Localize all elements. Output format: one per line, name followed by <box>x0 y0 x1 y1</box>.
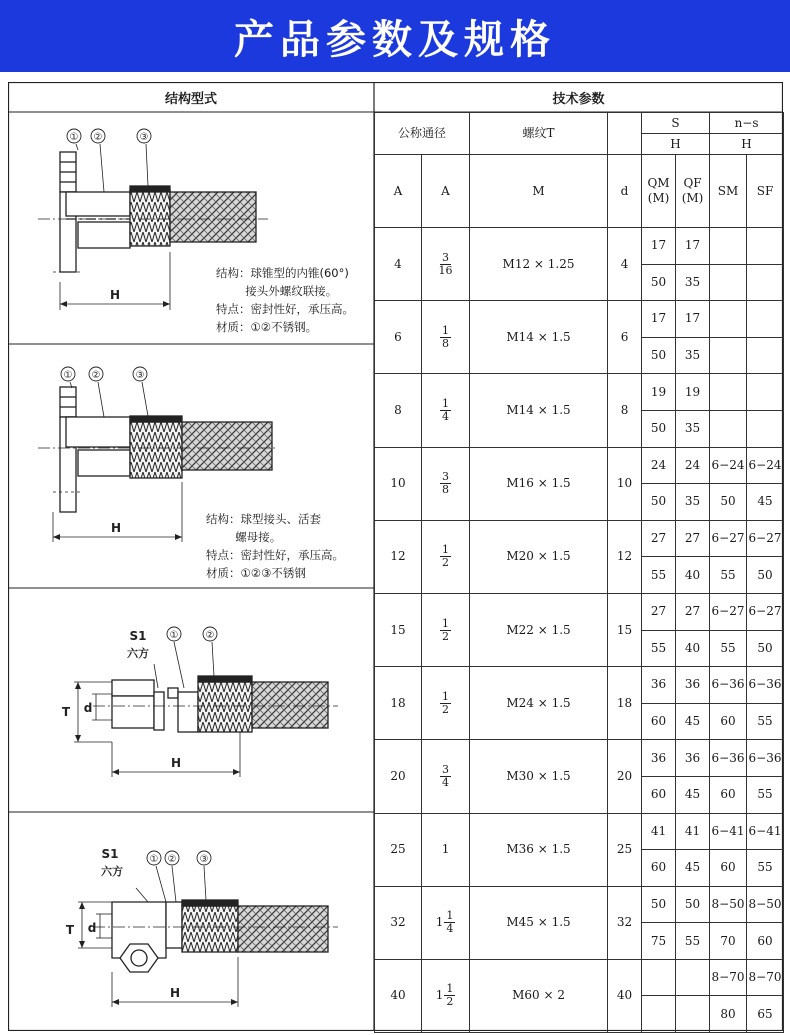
cell-thread-m: M20 × 1.5 <box>470 520 608 593</box>
cell-sf <box>747 410 784 447</box>
fraction <box>444 983 455 1008</box>
table-row <box>375 301 784 338</box>
fraction-denominator: 2 <box>442 702 449 716</box>
cell-qm: 24 <box>642 447 676 484</box>
d2-h-label: H <box>110 521 122 535</box>
col-ns: n−s <box>710 113 784 134</box>
cell-sm: 55 <box>710 630 747 667</box>
cell-qm: 17 <box>642 301 676 338</box>
cell-a: 15 <box>375 593 422 666</box>
spec-table <box>374 112 784 1033</box>
col-blank <box>608 113 642 155</box>
cell-qf: 36 <box>676 667 710 704</box>
cell-qm: 55 <box>642 630 676 667</box>
cell-sm <box>710 301 747 338</box>
cell-qf: 19 <box>676 374 710 411</box>
cell-fraction <box>422 301 470 374</box>
col-m: M <box>470 155 608 228</box>
description-1 <box>216 264 354 336</box>
cell-thread-m: M14 × 1.5 <box>470 374 608 447</box>
cell-qm: 27 <box>642 520 676 557</box>
d4-d-label: d <box>87 921 97 935</box>
page-title: 产品参数及规格 <box>234 16 556 63</box>
cell-qf: 35 <box>676 337 710 374</box>
fraction <box>440 471 451 496</box>
cell-d: 6 <box>608 301 642 374</box>
d4-h-label: H <box>169 986 181 1000</box>
cell-sm: 8−70 <box>710 959 747 996</box>
cell-sf: 55 <box>747 776 784 813</box>
cell-sf <box>747 374 784 411</box>
cell-a: 12 <box>375 520 422 593</box>
cell-sm <box>710 228 747 265</box>
cell-fraction <box>422 886 470 959</box>
cell-d: 18 <box>608 667 642 740</box>
cell-qf: 45 <box>676 776 710 813</box>
fraction <box>440 544 451 569</box>
desc2-structure: 结构：球型接头、活套 <box>206 512 321 526</box>
cell-fraction <box>422 667 470 740</box>
cell-qf: 45 <box>676 703 710 740</box>
col-qf: QF (M) <box>676 155 710 228</box>
fraction-denominator: 8 <box>442 483 449 497</box>
col-qm: QM (M) <box>642 155 676 228</box>
cell-sf: 8−70 <box>747 959 784 996</box>
cell-qf: 27 <box>676 593 710 630</box>
cell-thread-m: M14 × 1.5 <box>470 301 608 374</box>
cell-thread-m: M45 × 1.5 <box>470 886 608 959</box>
cell-qm: 60 <box>642 850 676 887</box>
cell-d: 40 <box>608 959 642 1032</box>
desc1-structure-2: 接头外螺纹联接。 <box>216 284 338 298</box>
fraction-numerator: 1 <box>446 909 454 923</box>
fraction-numerator: 1 <box>442 543 449 557</box>
fraction-denominator: 2 <box>446 995 454 1009</box>
cell-qf: 40 <box>676 630 710 667</box>
cell-qf: 45 <box>676 850 710 887</box>
fraction-numerator: 3 <box>442 250 449 264</box>
d4-hex-label: 六方 <box>101 865 123 878</box>
table-row <box>375 886 784 923</box>
fraction <box>440 325 451 350</box>
fraction-numerator: 1 <box>442 616 449 630</box>
col-d: d <box>608 155 642 228</box>
cell-sm: 60 <box>710 850 747 887</box>
cell-sf <box>747 228 784 265</box>
cell-qf: 17 <box>676 228 710 265</box>
d4-t-label: T <box>65 923 75 937</box>
desc2-structure-2: 螺母接。 <box>206 530 282 544</box>
cell-sm <box>710 374 747 411</box>
cell-a: 20 <box>375 740 422 813</box>
cell-a: 10 <box>375 447 422 520</box>
cell-a: 6 <box>375 301 422 374</box>
fraction-whole: 1 <box>435 915 444 930</box>
cell-sm <box>710 337 747 374</box>
cell-sm: 60 <box>710 703 747 740</box>
col-thread: 螺纹T <box>470 113 608 155</box>
fraction-denominator: 8 <box>442 336 449 350</box>
cell-fraction <box>422 740 470 813</box>
col-nominal: 公称通径 <box>375 113 470 155</box>
cell-sf: 50 <box>747 630 784 667</box>
cell-qf: 36 <box>676 740 710 777</box>
cell-d: 4 <box>608 228 642 301</box>
desc1-feature: 特点：密封性好，承压高。 <box>216 302 354 316</box>
fraction-numerator: 1 <box>446 982 454 996</box>
cell-sf: 6−27 <box>747 520 784 557</box>
d3-d-label: d <box>83 701 93 715</box>
cell-qm: 27 <box>642 593 676 630</box>
cell-d: 20 <box>608 740 642 813</box>
cell-sf: 60 <box>747 923 784 960</box>
fraction-whole: 1 <box>435 988 444 1003</box>
cell-qm: 60 <box>642 776 676 813</box>
cell-sm: 70 <box>710 923 747 960</box>
d4-callout-2: ② <box>167 854 177 865</box>
cell-qf <box>676 996 710 1033</box>
header-tech: 技术参数 <box>552 91 605 107</box>
cell-qm: 55 <box>642 557 676 594</box>
desc2-material: 材质：①②③不锈钢 <box>206 566 306 580</box>
cell-qm <box>642 959 676 996</box>
cell-sm: 60 <box>710 776 747 813</box>
cell-qm: 17 <box>642 228 676 265</box>
table-row <box>375 813 784 850</box>
cell-sf <box>747 337 784 374</box>
cell-sf: 6−41 <box>747 813 784 850</box>
cell-sm: 6−27 <box>710 520 747 557</box>
fraction-numerator: 1 <box>442 323 449 337</box>
col-a1: A <box>375 155 422 228</box>
title-banner <box>0 0 790 72</box>
cell-sf: 55 <box>747 850 784 887</box>
cell-sf <box>747 264 784 301</box>
cell-sm: 6−27 <box>710 593 747 630</box>
cell-qm: 36 <box>642 740 676 777</box>
cell-d: 32 <box>608 886 642 959</box>
cell-sm: 80 <box>710 996 747 1033</box>
cell-a: 25 <box>375 813 422 886</box>
fraction <box>440 398 451 423</box>
cell-sm: 55 <box>710 557 747 594</box>
table-row <box>375 520 784 557</box>
d3-t-label: T <box>61 705 71 719</box>
cell-d: 15 <box>608 593 642 666</box>
cell-fraction <box>422 813 470 886</box>
cell-d: 10 <box>608 447 642 520</box>
spec-sheet <box>8 82 783 1031</box>
table-row <box>375 374 784 411</box>
header-structure: 结构型式 <box>164 91 217 107</box>
cell-sm <box>710 410 747 447</box>
d4-callout-1: ① <box>149 854 159 865</box>
table-row <box>375 959 784 996</box>
cell-sf: 6−36 <box>747 667 784 704</box>
cell-sm: 6−36 <box>710 740 747 777</box>
fraction-denominator: 4 <box>446 922 454 936</box>
cell-fraction <box>422 520 470 593</box>
cell-sf: 55 <box>747 703 784 740</box>
col-s-h: H <box>642 134 710 155</box>
cell-a: 32 <box>375 886 422 959</box>
cell-a: 4 <box>375 228 422 301</box>
col-s: S <box>642 113 710 134</box>
cell-qf: 27 <box>676 520 710 557</box>
cell-thread-m: M16 × 1.5 <box>470 447 608 520</box>
cell-sm: 50 <box>710 484 747 521</box>
cell-fraction <box>422 374 470 447</box>
cell-a: 40 <box>375 959 422 1032</box>
cell-thread-m: M30 × 1.5 <box>470 740 608 813</box>
cell-fraction <box>422 447 470 520</box>
cell-sm: 8−50 <box>710 886 747 923</box>
cell-sm <box>710 264 747 301</box>
cell-qf: 35 <box>676 484 710 521</box>
cell-sf: 50 <box>747 557 784 594</box>
cell-qm: 50 <box>642 337 676 374</box>
d2-callout-1: ① <box>63 370 73 381</box>
fraction-denominator: 4 <box>442 409 449 423</box>
cell-thread-m: M24 × 1.5 <box>470 667 608 740</box>
diagram-3 <box>74 627 338 777</box>
cell-qf: 17 <box>676 301 710 338</box>
cell-d: 8 <box>608 374 642 447</box>
cell-sf: 8−50 <box>747 886 784 923</box>
cell-qm: 50 <box>642 264 676 301</box>
cell-qf: 41 <box>676 813 710 850</box>
cell-qf: 50 <box>676 886 710 923</box>
cell-qf: 40 <box>676 557 710 594</box>
cell-qm: 50 <box>642 886 676 923</box>
d1-callout-3: ③ <box>139 132 149 143</box>
cell-fraction <box>422 228 470 301</box>
cell-d: 12 <box>608 520 642 593</box>
fraction <box>437 252 455 277</box>
cell-qf: 35 <box>676 264 710 301</box>
cell-thread-m: M36 × 1.5 <box>470 813 608 886</box>
fraction <box>440 691 451 716</box>
cell-a: 8 <box>375 374 422 447</box>
cell-d: 25 <box>608 813 642 886</box>
col-sm: SM <box>710 155 747 228</box>
cell-qm: 50 <box>642 484 676 521</box>
fraction-denominator: 2 <box>442 629 449 643</box>
cell-qm <box>642 996 676 1033</box>
d1-callout-2: ② <box>93 132 103 143</box>
description-2 <box>206 510 344 582</box>
d3-callout-1: ① <box>169 630 179 641</box>
fraction-numerator: 3 <box>442 762 449 776</box>
d1-h-label: H <box>109 288 121 302</box>
cell-sm: 6−24 <box>710 447 747 484</box>
col-sf: SF <box>747 155 784 228</box>
d2-callout-3: ③ <box>135 370 145 381</box>
d3-callout-2: ② <box>205 630 215 641</box>
cell-sf: 6−24 <box>747 447 784 484</box>
cell-qm: 19 <box>642 374 676 411</box>
cell-qf: 35 <box>676 410 710 447</box>
table-row <box>375 228 784 265</box>
cell-qm: 36 <box>642 667 676 704</box>
d3-hex-label: 六方 <box>127 647 149 660</box>
fraction <box>440 618 451 643</box>
cell-qm: 50 <box>642 410 676 447</box>
cell-fraction <box>422 593 470 666</box>
desc1-material: 材质：①②不锈钢。 <box>216 320 318 334</box>
col-ns-h: H <box>710 134 784 155</box>
cell-a: 18 <box>375 667 422 740</box>
fraction-numerator: 1 <box>442 689 449 703</box>
table-row <box>375 593 784 630</box>
d2-callout-2: ② <box>91 370 101 381</box>
col-a2: A <box>422 155 470 228</box>
desc2-feature: 特点：密封性好，承压高。 <box>206 548 344 562</box>
d3-s1-label: S1 <box>129 629 147 643</box>
table-row <box>375 447 784 484</box>
cell-sf <box>747 301 784 338</box>
desc1-structure: 结构：球锥型的内锥(60°) <box>216 266 349 280</box>
fraction-denominator: 2 <box>442 556 449 570</box>
table-row <box>375 667 784 704</box>
fraction-numerator: 1 <box>442 396 449 410</box>
cell-thread-m: M22 × 1.5 <box>470 593 608 666</box>
fraction-numerator: 3 <box>442 470 449 484</box>
cell-sf: 45 <box>747 484 784 521</box>
cell-sm: 6−41 <box>710 813 747 850</box>
d4-s1-label: S1 <box>101 847 119 861</box>
cell-thread-m: M12 × 1.25 <box>470 228 608 301</box>
fraction <box>440 764 451 789</box>
cell-sf: 65 <box>747 996 784 1033</box>
fraction-denominator: 4 <box>442 775 449 789</box>
cell-qm: 60 <box>642 703 676 740</box>
fraction <box>444 910 455 935</box>
cell-qf: 55 <box>676 923 710 960</box>
d4-callout-3: ③ <box>199 854 209 865</box>
cell-qf <box>676 959 710 996</box>
cell-sf: 6−27 <box>747 593 784 630</box>
cell-qm: 41 <box>642 813 676 850</box>
cell-thread-m: M60 × 2 <box>470 959 608 1032</box>
cell-fraction <box>422 959 470 1032</box>
fraction-whole: 1 <box>441 842 450 857</box>
table-row <box>375 740 784 777</box>
cell-qm: 75 <box>642 923 676 960</box>
cell-sf: 6−36 <box>747 740 784 777</box>
d1-callout-1: ① <box>69 132 79 143</box>
d3-h-label: H <box>170 756 182 770</box>
cell-sm: 6−36 <box>710 667 747 704</box>
cell-qf: 24 <box>676 447 710 484</box>
fraction-denominator: 16 <box>438 263 453 277</box>
